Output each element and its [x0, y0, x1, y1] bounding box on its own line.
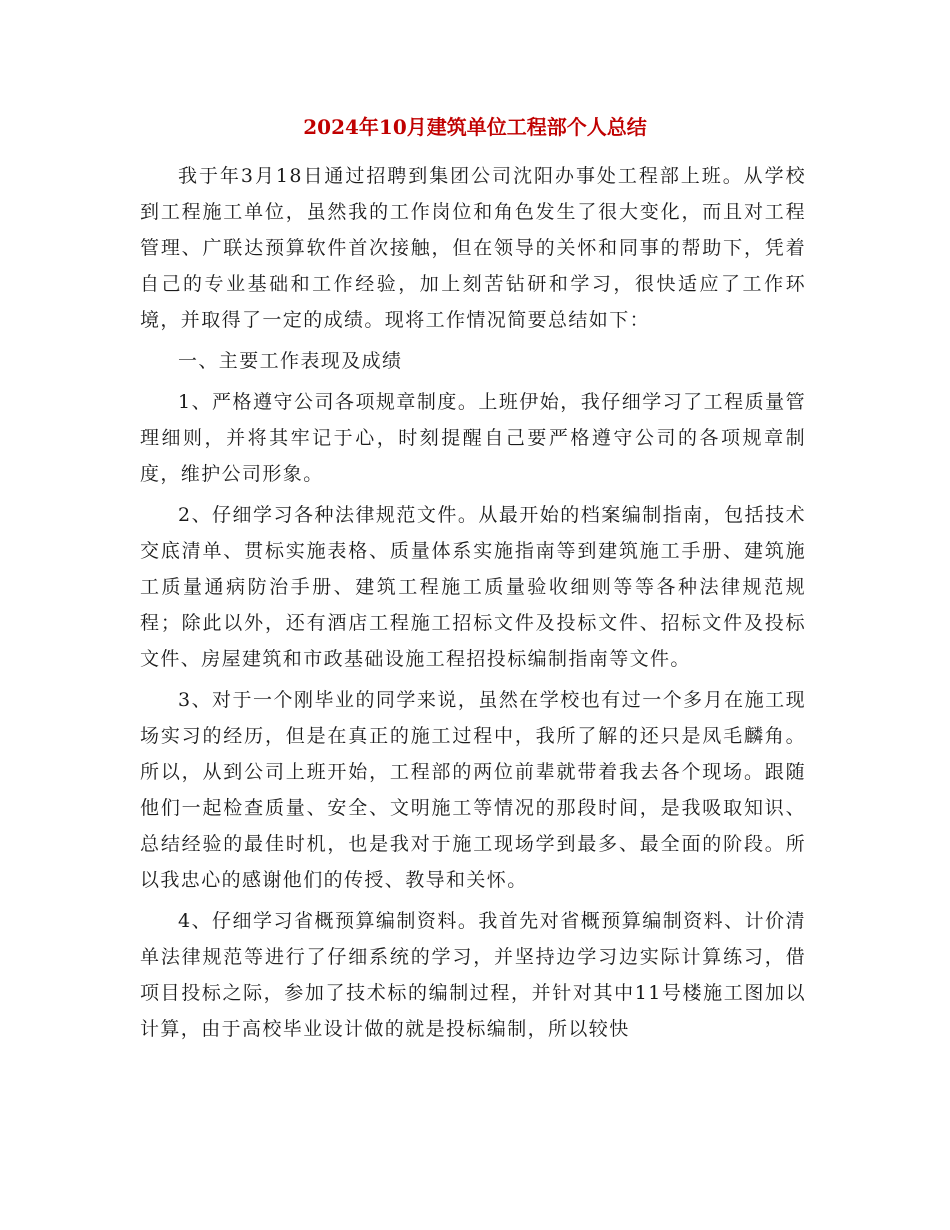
paragraph-item-4: 4、仔细学习省概预算编制资料。我首先对省概预算编制资料、计价清单法律规范等进行了仔细系统的学习，并坚持边学习边实际计算练习，借项目投标之际，参加了技术标的编制过程，并针对其中11号楼施工图加以计算，由于高校毕业设计做的就是投标编制，所以较快 — [140, 910, 806, 1040]
document-body — [140, 158, 806, 1052]
document-title: 2024年10月建筑单位工程部个人总结 — [303, 115, 647, 139]
paragraph-item-3: 3、对于一个刚毕业的同学来说，虽然在学校也有过一个多月在施工现场实习的经历，但是在真正的施工过程中，我所了解的还只是凤毛麟角。所以，从到公司上班开始，工程部的两位前辈就带着我去各个现场。跟随他们一起检查质量、安全、文明施工等情况的那段时间，是我吸取知识、总结经验的最佳时机，也是我对于施工现场学到最多、最全面的阶段。所以我忠心的感谢他们的传授、教导和关怀。 — [140, 689, 806, 891]
paragraph-item-2: 2、仔细学习各种法律规范文件。从最开始的档案编制指南，包括技术交底清单、贯标实施表格、质量体系实施指南等到建筑施工手册、建筑施工质量通病防治手册、建筑工程施工质量验收细则等等各种法律规范规程；除此以外，还有酒店工程施工招标文件及投标文件、招标文件及投标文件、房屋建筑和市政基础设施工程招投标编制指南等文件。 — [140, 504, 806, 670]
paragraph-intro: 我于年3月18日通过招聘到集团公司沈阳办事处工程部上班。从学校到工程施工单位，虽然我的工作岗位和角色发生了很大变化，而且对工程管理、广联达预算软件首次接触，但在领导的关怀和同事的帮助下，凭着自己的专业基础和工作经验，加上刻苦钻研和学习，很快适应了工作环境，并取得了一定的成绩。现将工作情况简要总结如下： — [140, 165, 806, 331]
section-heading: 一、主要工作表现及成绩 — [178, 350, 403, 372]
paragraph-item-1: 1、严格遵守公司各项规章制度。上班伊始，我仔细学习了工程质量管理细则，并将其牢记于心，时刻提醒自己要严格遵守公司的各项规章制度，维护公司形象。 — [140, 391, 806, 485]
